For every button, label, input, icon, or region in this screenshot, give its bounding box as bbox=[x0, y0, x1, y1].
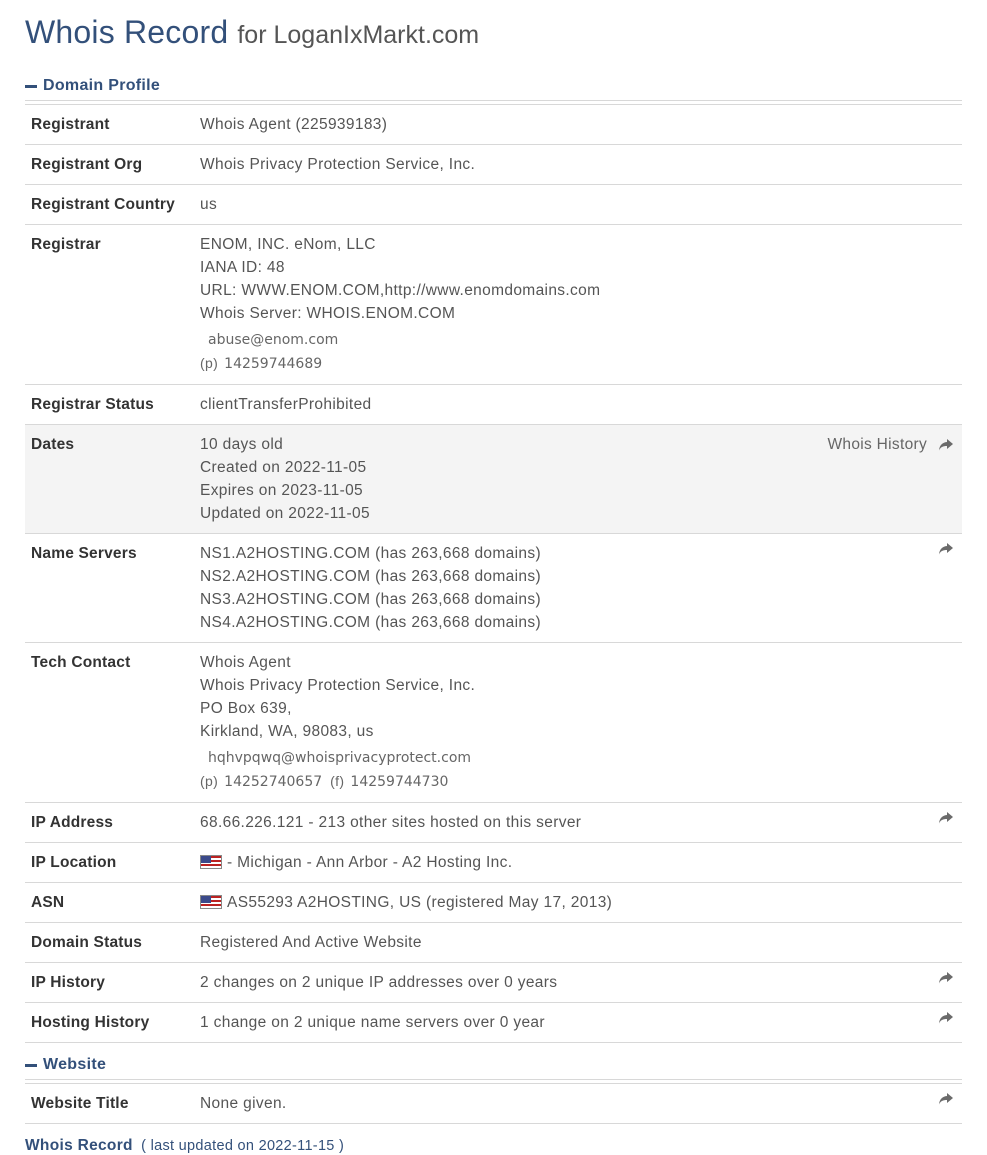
page-title: Whois Record bbox=[25, 14, 229, 50]
value-ip-location: - Michigan - Ann Arbor - A2 Hosting Inc. bbox=[227, 854, 513, 871]
domain-profile-table bbox=[25, 104, 962, 1043]
registrar-phone-line bbox=[200, 352, 956, 376]
share-arrow-icon[interactable] bbox=[938, 971, 954, 985]
registrar-url: URL: WWW.ENOM.COM,http://www.enomdomains.com bbox=[200, 282, 601, 299]
row-ip-location bbox=[25, 843, 962, 883]
row-registrant-org bbox=[25, 145, 962, 185]
value-registrar bbox=[200, 233, 956, 376]
value-ip-address: 68.66.226.121 - 213 other sites hosted on this server bbox=[200, 814, 582, 831]
name-servers-link[interactable] bbox=[927, 542, 954, 556]
tech-org: Whois Privacy Protection Service, Inc. bbox=[200, 677, 476, 694]
share-arrow-icon[interactable] bbox=[938, 811, 954, 825]
domain-age: 10 days old bbox=[200, 436, 284, 453]
phone-prefix: (p) bbox=[200, 773, 219, 789]
tech-fax: 14259744730 bbox=[350, 774, 449, 790]
row-dates bbox=[25, 425, 962, 534]
row-domain-status bbox=[25, 923, 962, 963]
label-ip-history: IP History bbox=[31, 974, 106, 991]
value-domain-status: Registered And Active Website bbox=[200, 934, 422, 951]
value-website-title: None given. bbox=[200, 1095, 287, 1112]
label-hosting-history: Hosting History bbox=[31, 1014, 150, 1031]
name-server-item[interactable]: NS4.A2HOSTING.COM (has 263,668 domains) bbox=[200, 614, 541, 631]
value-ip-history: 2 changes on 2 unique IP addresses over 0 years bbox=[200, 974, 558, 991]
value-registrar-status: clientTransferProhibited bbox=[200, 396, 372, 413]
label-domain-status: Domain Status bbox=[31, 934, 143, 951]
footer-last-updated: ( last updated on 2022-11-15 ) bbox=[141, 1138, 345, 1154]
footer-title[interactable]: Whois Record bbox=[25, 1137, 133, 1154]
minus-icon[interactable] bbox=[25, 1064, 37, 1067]
page-header bbox=[25, 14, 962, 58]
tech-phone-line bbox=[200, 770, 956, 794]
value-ip-location-wrap bbox=[200, 851, 956, 874]
row-registrant-country bbox=[25, 185, 962, 225]
whois-history-link[interactable] bbox=[828, 433, 955, 456]
name-server-item[interactable]: NS2.A2HOSTING.COM (has 263,668 domains) bbox=[200, 568, 541, 585]
label-ip-address: IP Address bbox=[31, 814, 114, 831]
ip-history-link[interactable] bbox=[927, 971, 954, 985]
tech-phone: 14252740657 bbox=[224, 774, 323, 790]
label-registrant: Registrant bbox=[31, 116, 110, 133]
value-asn-wrap bbox=[200, 891, 956, 914]
label-asn: ASN bbox=[31, 894, 65, 911]
label-website-title: Website Title bbox=[31, 1095, 129, 1112]
value-asn: AS55293 A2HOSTING, US (registered May 17, 2013) bbox=[227, 894, 613, 911]
tech-city: Kirkland, WA, 98083, us bbox=[200, 723, 374, 740]
label-registrar-status: Registrar Status bbox=[31, 396, 154, 413]
website-table bbox=[25, 1083, 962, 1124]
updated-date: Updated on 2022-11-05 bbox=[200, 505, 370, 522]
label-dates: Dates bbox=[31, 436, 75, 453]
name-server-item[interactable]: NS3.A2HOSTING.COM (has 263,668 domains) bbox=[200, 591, 541, 608]
row-hosting-history bbox=[25, 1003, 962, 1043]
minus-icon[interactable] bbox=[25, 85, 37, 88]
footer bbox=[25, 1137, 962, 1155]
share-arrow-icon[interactable] bbox=[938, 1011, 954, 1025]
registrar-whois-server: Whois Server: WHOIS.ENOM.COM bbox=[200, 305, 456, 322]
tech-name: Whois Agent bbox=[200, 654, 291, 671]
value-registrant-org: Whois Privacy Protection Service, Inc. bbox=[200, 156, 476, 173]
label-registrant-country: Registrant Country bbox=[31, 196, 175, 213]
share-arrow-icon[interactable] bbox=[938, 542, 954, 556]
website-title[interactable]: Website bbox=[43, 1056, 107, 1073]
row-website-title bbox=[25, 1084, 962, 1124]
row-name-servers bbox=[25, 534, 962, 643]
website-header[interactable] bbox=[25, 1053, 962, 1080]
us-flag-icon bbox=[200, 855, 222, 869]
label-registrar: Registrar bbox=[31, 236, 101, 253]
value-hosting-history: 1 change on 2 unique name servers over 0 year bbox=[200, 1014, 545, 1031]
name-server-item[interactable]: NS1.A2HOSTING.COM (has 263,668 domains) bbox=[200, 545, 541, 562]
phone-prefix: (p) bbox=[200, 355, 219, 371]
whois-history-label[interactable]: Whois History bbox=[827, 436, 927, 453]
domain-profile-header[interactable] bbox=[25, 74, 962, 101]
row-registrant bbox=[25, 105, 962, 145]
row-registrar bbox=[25, 225, 962, 385]
registrar-name: ENOM, INC. eNom, LLC bbox=[200, 236, 376, 253]
label-name-servers: Name Servers bbox=[31, 545, 137, 562]
fax-prefix: (f) bbox=[330, 773, 345, 789]
row-ip-address bbox=[25, 803, 962, 843]
label-registrant-org: Registrant Org bbox=[31, 156, 143, 173]
value-tech-contact bbox=[200, 651, 956, 794]
website-title-link[interactable] bbox=[927, 1092, 954, 1106]
registrar-email: abuse@enom.com bbox=[208, 332, 339, 348]
value-registrant: Whois Agent (225939183) bbox=[200, 116, 388, 133]
value-registrant-country: us bbox=[200, 196, 218, 213]
tech-address: PO Box 639, bbox=[200, 700, 292, 717]
share-arrow-icon[interactable] bbox=[938, 1092, 954, 1106]
registrar-iana: IANA ID: 48 bbox=[200, 259, 285, 276]
us-flag-icon bbox=[200, 895, 222, 909]
domain-profile-title[interactable]: Domain Profile bbox=[43, 77, 161, 94]
value-name-servers bbox=[200, 542, 956, 634]
share-arrow-icon[interactable] bbox=[938, 438, 954, 452]
label-ip-location: IP Location bbox=[31, 854, 117, 871]
row-registrar-status bbox=[25, 385, 962, 425]
row-tech-contact bbox=[25, 643, 962, 803]
created-date: Created on 2022-11-05 bbox=[200, 459, 367, 476]
expires-date: Expires on 2023-11-05 bbox=[200, 482, 364, 499]
row-asn bbox=[25, 883, 962, 923]
ip-address-link[interactable] bbox=[927, 811, 954, 825]
tech-email: hqhvpqwq@whoisprivacyprotect.com bbox=[208, 750, 472, 766]
registrar-phone: 14259744689 bbox=[224, 356, 323, 372]
page-subtitle: for LoganIxMarkt.com bbox=[237, 21, 480, 49]
label-tech-contact: Tech Contact bbox=[31, 654, 131, 671]
hosting-history-link[interactable] bbox=[927, 1011, 954, 1025]
row-ip-history bbox=[25, 963, 962, 1003]
